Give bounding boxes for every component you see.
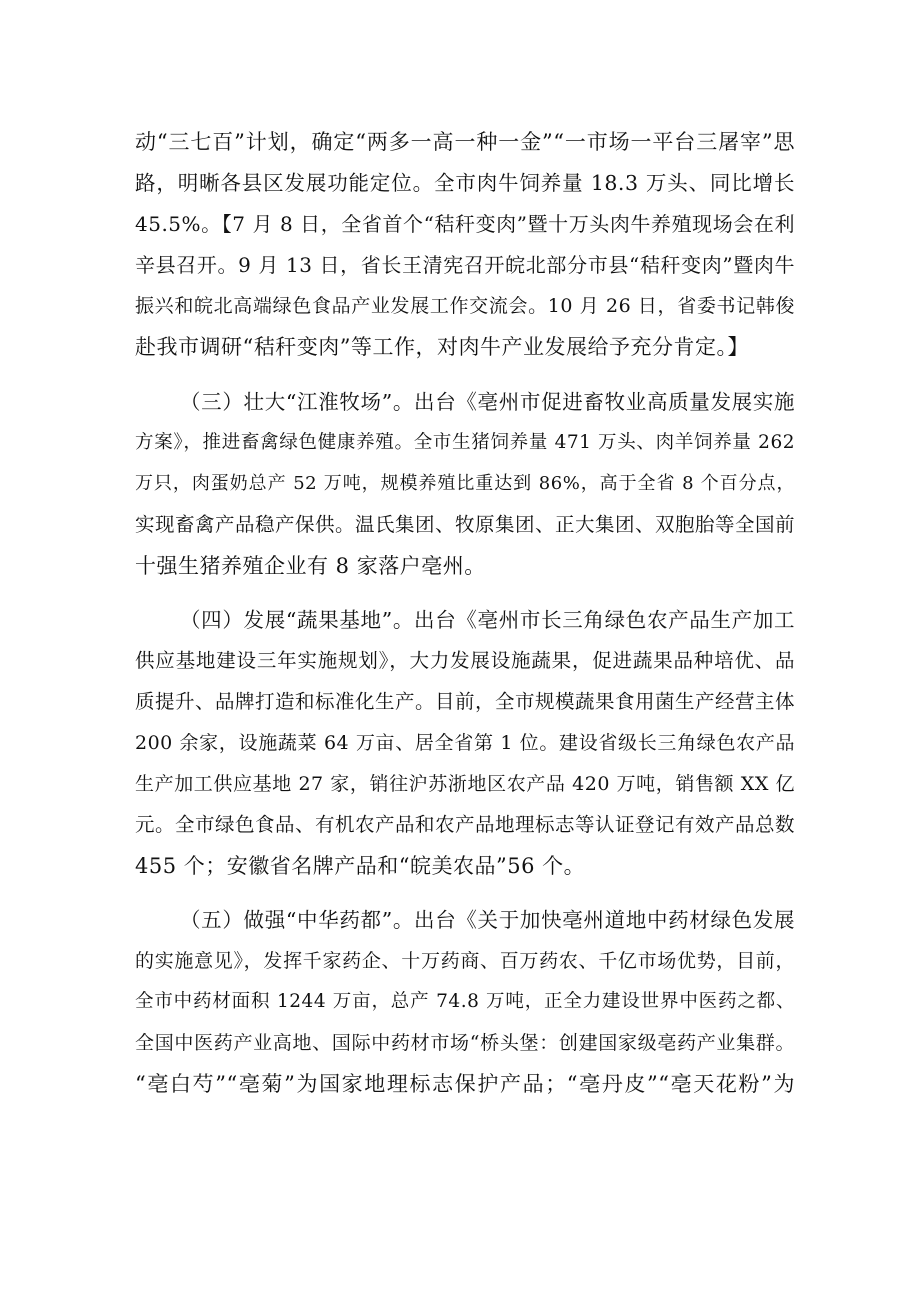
paragraph-line: 全市中药材面积 1244 万亩，总产 74.8 万吨，正全力建设世界中医药之都、 [135, 991, 795, 1012]
paragraph-line: 45.5%。【7 月 8 日，全省首个“秸秆变肉”暨十万头肉牛养殖现场会在利 [135, 212, 795, 236]
paragraph-line: 万只，肉蛋奶总产 52 万吨，规模养殖比重达到 86%，高于全省 8 个百分点， [135, 473, 795, 494]
paragraph-line: 振兴和皖北高端绿色食品产业发展工作交流会。10 月 26 日，省委书记韩俊 [135, 295, 795, 317]
paragraph-line: （三）壮大“江淮牧场”。出台《亳州市促进畜牧业高质量发展实施 [180, 390, 795, 414]
paragraph-line: 的实施意见》，发挥千家药企、十万药商、百万药农、千亿市场优势，目前， [135, 950, 795, 972]
paragraph-line: 十强生猪养殖企业有 8 家落户亳州。 [135, 554, 486, 578]
paragraph-line: 实现畜禽产品稳产保供。温氏集团、牧原集团、正大集团、双胞胎等全国前 [135, 513, 796, 536]
paragraph-line: （四）发展“蔬果基地”。出台《亳州市长三角绿色农产品生产加工 [180, 608, 795, 632]
paragraph-line: 路，明晰各县区发展功能定位。全市肉牛饲养量 18.3 万头、同比增长 [135, 171, 795, 195]
paragraph-line: 质提升、品牌打造和标准化生产。目前，全市规模蔬果食用菌生产经营主体 [135, 690, 796, 713]
paragraph-line: 供应基地建设三年实施规划》，大力发展设施蔬果，促进蔬果品种培优、品 [135, 649, 795, 672]
paragraph-line: 方案》，推进畜禽绿色健康养殖。全市生猪饲养量 471 万头、肉羊饲养量 262 [135, 432, 795, 453]
paragraph-line: 元。全市绿色食品、有机农产品和农产品地理标志等认证登记有效产品总数 [135, 813, 796, 836]
paragraph-line: 全国中医药产业高地、国际中药材市场“桥头堡：创建国家级亳药产业集群。 [135, 1032, 795, 1054]
paragraph-line: 赴我市调研“秸秆变肉”等工作，对肉牛产业发展给予充分肯定。】 [135, 335, 749, 359]
paragraph-line: 455 个；安徽省名牌产品和“皖美农品”56 个。 [135, 854, 586, 878]
paragraph-line: 200 余家，设施蔬菜 64 万亩、居全省第 1 位。建设省级长三角绿色农产品 [135, 732, 795, 754]
paragraph-line: “亳白芍”“亳菊”为国家地理标志保护产品；“亳丹皮”“亳天花粉”为 [135, 1072, 795, 1096]
paragraph-line: 动“三七百”计划，确定“两多一高一种一金”“一市场一平台三屠宰”思 [135, 130, 795, 154]
paragraph-line: （五）做强“中华药都”。出台《关于加快亳州道地中药材绿色发展 [180, 908, 795, 932]
paragraph-line: 生产加工供应基地 27 家，销往沪苏浙地区农产品 420 万吨，销售额 XX 亿 [135, 773, 795, 795]
paragraph-line: 辛县召开。9 月 13 日，省长王清宪召开皖北部分市县“秸秆变肉”暨肉牛 [135, 253, 795, 277]
